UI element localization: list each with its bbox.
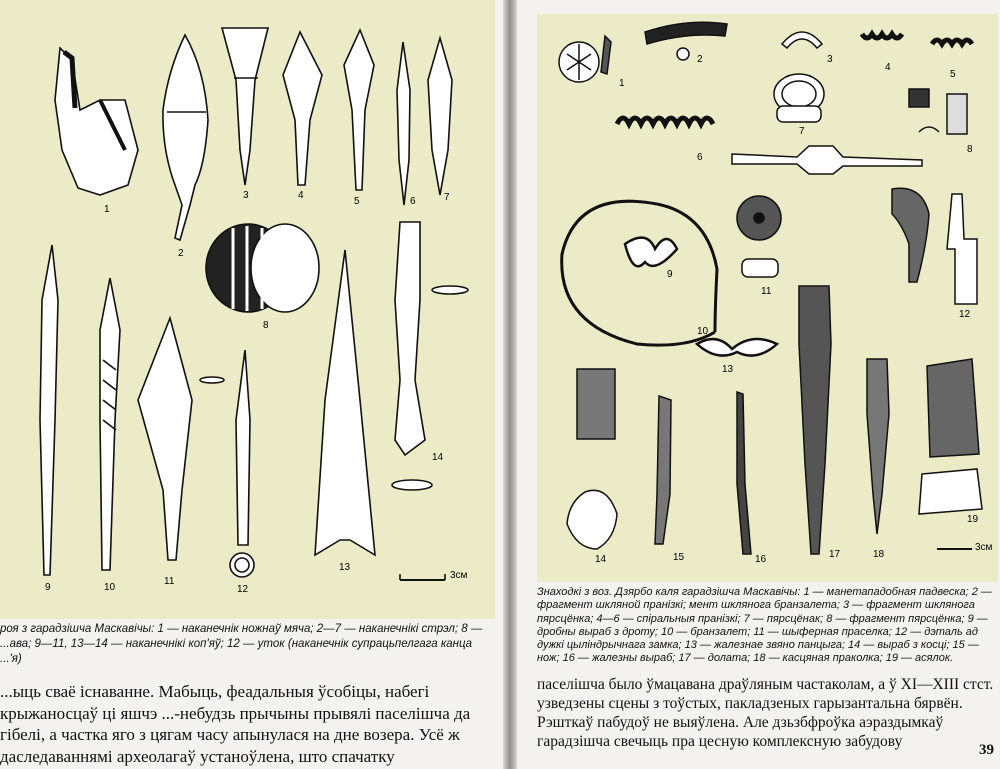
figure-number-5: 5 <box>354 196 360 207</box>
right-figure-number-11: 11 <box>761 286 772 297</box>
right-figure-number-5: 5 <box>950 69 956 80</box>
right-figure-number-18: 18 <box>873 549 885 560</box>
right-figure-number-1: 1 <box>619 78 625 89</box>
figure-caption-right: Знаходкі з воз. Дзярбо каля гарадзішча Маскавічы: 1 — манетападобная падвеска; 2 — фрагмент шкляной пранізкі; мент шклянога бранзалета; 3 — фрагмент шклянога пярсцёнка; 4—6 — спіральныя пранізкі; 7 — пярсцёнак; 8 — фрагмент пярсцёнка; 9 — дробны выраб з дроту; 10 — бранзалет; 11 — шыферная праселка; 12 — дэталь ад дужкі цыліндрычнага замка; 13 — жалезнае звяно панцыга; 14 — выраб з косці; 15 — нож; 16 — жалезны выраб; 17 — долата; 18 — касцяная праколка; 19 — асялок. <box>537 586 992 665</box>
figure-number-13: 13 <box>339 562 351 573</box>
figure-number-9: 9 <box>45 582 51 593</box>
figure-number-2: 2 <box>178 248 184 259</box>
figure-number-4: 4 <box>298 190 304 201</box>
right-figure-number-15: 15 <box>673 552 685 563</box>
figure-number-7: 7 <box>444 192 450 203</box>
artifact-plate-left <box>0 0 495 619</box>
figure-number-12: 12 <box>237 584 249 595</box>
finds-illustration <box>537 14 998 582</box>
right-figure-number-6: 6 <box>697 152 703 163</box>
figure-number-6: 6 <box>410 196 416 207</box>
right-figure-number-4: 4 <box>885 62 891 73</box>
right-figure-number-9: 9 <box>667 269 673 280</box>
right-figure-number-7: 7 <box>799 126 805 137</box>
right-figure-number-17: 17 <box>829 549 841 560</box>
right-figure-number-3: 3 <box>827 54 833 65</box>
figure-number-3: 3 <box>243 190 249 201</box>
page-number: 39 <box>979 742 994 758</box>
weapons-illustration <box>0 0 495 619</box>
right-figure-number-8: 8 <box>967 144 973 155</box>
artifact-plate-right <box>537 14 998 582</box>
figure-number-8: 8 <box>263 320 269 331</box>
body-paragraph-right: паселішча было ўмацавана драўляным частаколам, а ў XI—XIII стст. узведзены сцены з тоўстых, пакладзеных гарызантальна бярвён. Рэшткаў пабудоў не выяўлена. Але дзьзбфроўка аэраздымкаў гарадзішча свечыць пра цесную комплексную забудову <box>537 676 994 750</box>
right-figure-number-10: 10 <box>697 326 709 337</box>
right-figure-number-13: 13 <box>722 364 734 375</box>
figure-number-14: 14 <box>432 452 444 463</box>
right-scale-label: 3см <box>975 542 993 553</box>
right-figure-number-12: 12 <box>959 309 971 320</box>
right-figure-number-2: 2 <box>697 54 703 65</box>
body-paragraph: ...ыць сваё існаванне. Мабыць, феадальныя ўсобіцы, набегі крыжаносцаў ці яшчэ ...-небудзь прычыны прывялі паселішча да гібелі, а частка яго з цягам часу апынулася на дне возера. Усё ж даследаваннямі археолагаў устаноўлена, што спачатку <box>0 682 471 766</box>
figure-number-11: 11 <box>164 576 175 587</box>
figure-number-1: 1 <box>104 204 110 215</box>
right-page <box>517 0 1000 769</box>
book-gutter <box>503 0 517 769</box>
right-figure-number-14: 14 <box>595 554 607 565</box>
right-figure-number-19: 19 <box>967 514 979 525</box>
figure-caption: роя з гарадзішча Маскавічы: 1 — наканечнік ножнаў мяча; 2—7 — наканечнікі стрэл; 8 — ...ава; 9—11, 13—14 — наканечнікі коп'яў; 12 — уток (наканечнік супрацьпелгага канца ...'я) <box>0 623 483 665</box>
scale-label: 3см <box>450 570 468 581</box>
figure-number-10: 10 <box>104 582 116 593</box>
right-figure-number-16: 16 <box>755 554 767 565</box>
